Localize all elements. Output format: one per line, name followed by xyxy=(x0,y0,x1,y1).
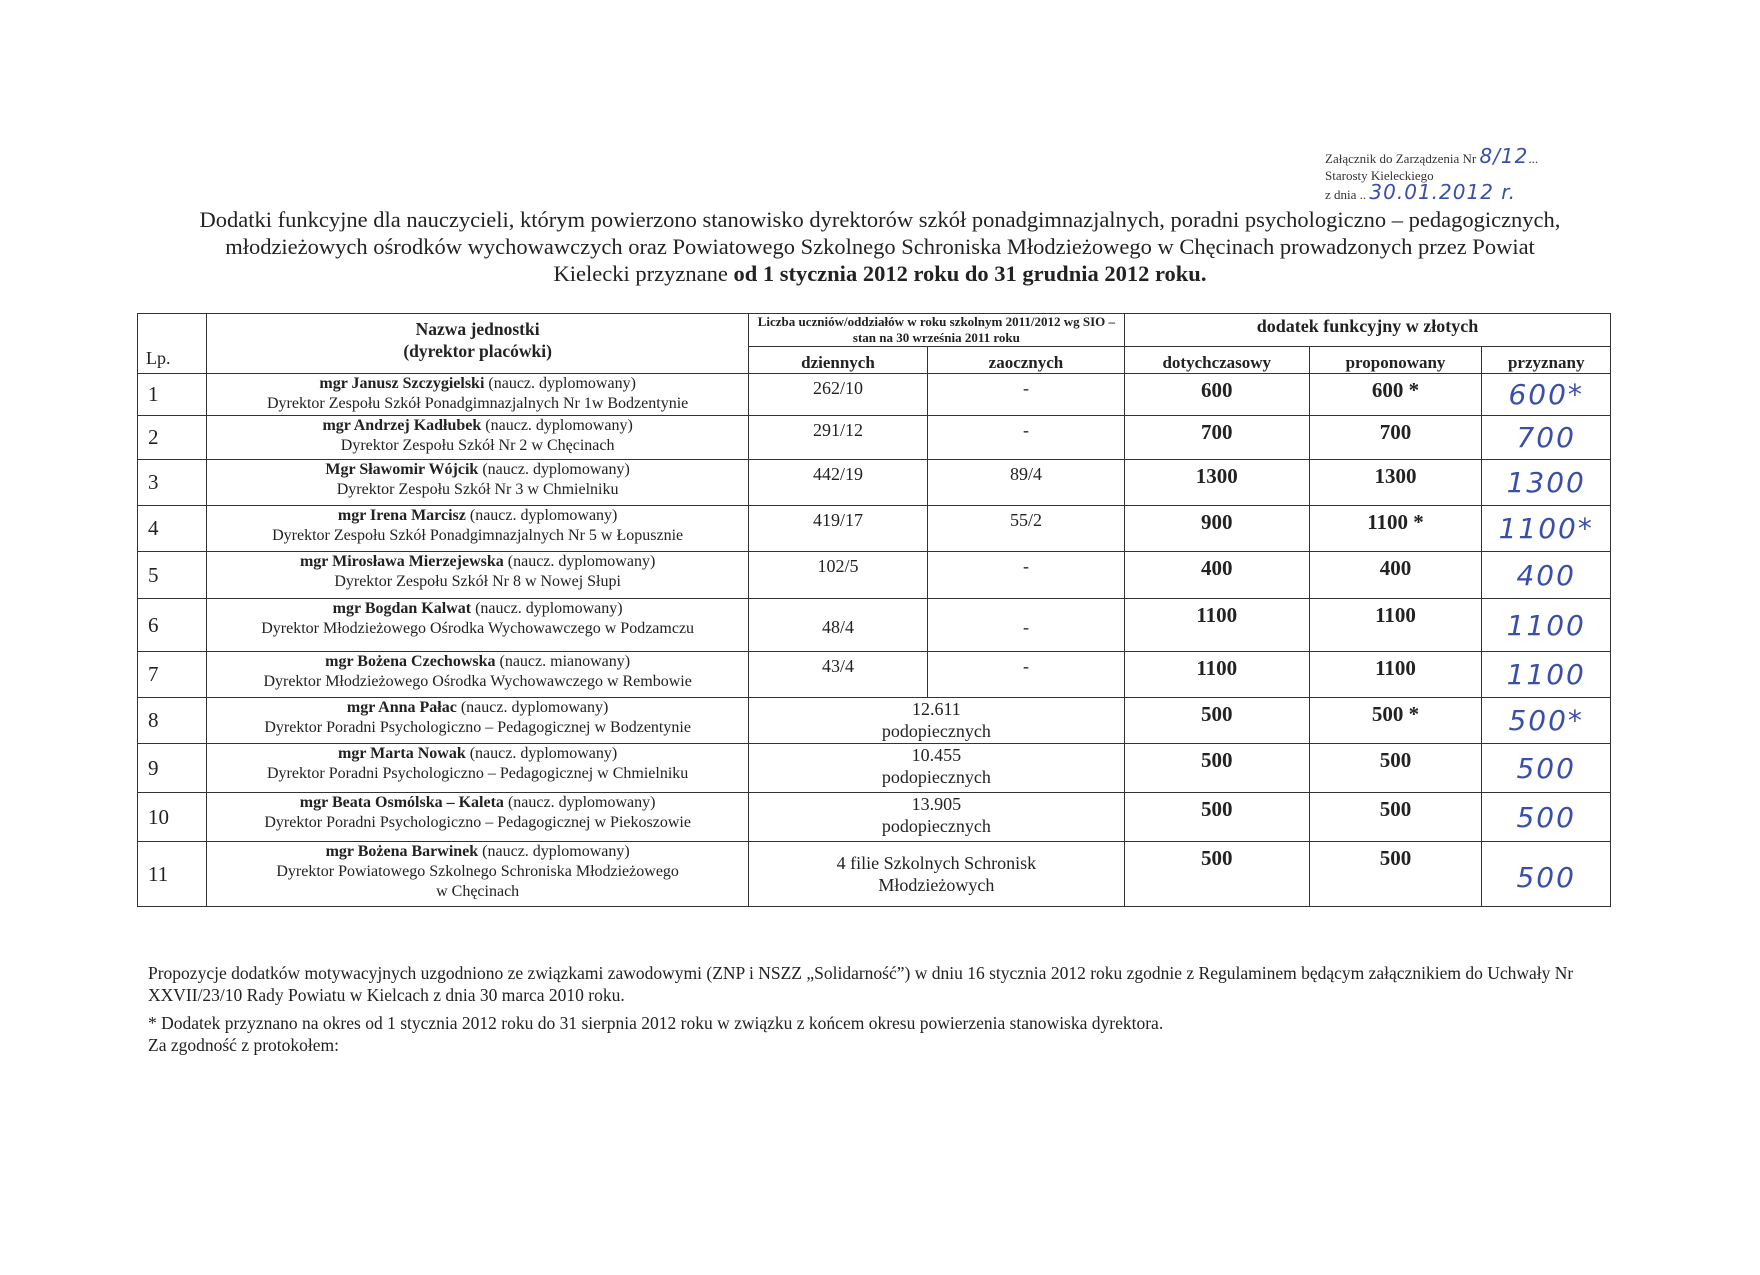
row-lp: 5 xyxy=(138,552,207,599)
row-proposed: 1300 xyxy=(1309,460,1482,506)
table-row xyxy=(138,460,1611,506)
order-number-handwritten: 8/12 xyxy=(1479,144,1529,168)
row-granted-handwritten: 1100 xyxy=(1482,652,1611,698)
row-person: mgr Marta Nowak xyxy=(338,745,466,762)
row-granted-handwritten: 700 xyxy=(1482,416,1611,460)
row-merged-line2: podopiecznych xyxy=(881,767,991,787)
row-merged-count xyxy=(748,793,1124,842)
row-previous: 1300 xyxy=(1124,460,1309,506)
table-row xyxy=(138,599,1611,652)
row-person: mgr Beata Osmólska – Kaleta xyxy=(299,794,504,811)
row-extramural: - xyxy=(928,599,1125,652)
row-daily: 419/17 xyxy=(748,506,927,552)
row-status: (naucz. dyplomowany) xyxy=(507,794,656,811)
row-unit: Dyrektor Poradni Psychologiczno – Pedagogicznej w Chmielniku xyxy=(267,765,689,782)
row-granted-handwritten: 1100* xyxy=(1482,506,1611,552)
row-daily: 48/4 xyxy=(748,599,927,652)
row-unit: Dyrektor Zespołu Szkół Ponadgimnazjalnych Nr 5 w Łopusznie xyxy=(272,527,684,544)
row-lp: 10 xyxy=(138,793,207,842)
row-person: mgr Bogdan Kalwat xyxy=(332,600,472,617)
row-daily: 262/10 xyxy=(748,374,927,416)
header-allowance: dodatek funkcyjny w złotych xyxy=(1124,314,1610,347)
notes xyxy=(148,962,1598,1056)
row-merged-count xyxy=(748,842,1124,907)
row-name xyxy=(207,744,748,793)
row-granted-handwritten: 500 xyxy=(1482,793,1611,842)
note-asterisk: * Dodatek przyznano na okres od 1 stycznia 2012 roku do 31 sierpnia 2012 roku w związku z końcem okresu powierzenia stanowiska dyrektora. xyxy=(148,1013,1164,1033)
document-title xyxy=(190,206,1570,287)
note-agreement: Propozycje dodatków motywacyjnych uzgodniono ze związkami zawodowymi (ZNP i NSZZ „Solidarność”) w dniu 16 stycznia 2012 roku zgodnie z Regulaminem będącym załącznikiem do Uchwały Nr XXVII/23/10 Rady Powiatu w Kielcach z dnia 30 marca 2010 roku. xyxy=(148,963,1574,1005)
row-granted-handwritten: 600* xyxy=(1482,374,1611,416)
row-daily: 291/12 xyxy=(748,416,927,460)
header-name-line2: (dyrektor placówki) xyxy=(403,341,552,361)
row-person: mgr Anna Pałac xyxy=(346,699,457,716)
row-unit: Dyrektor Poradni Psychologiczno – Pedagogicznej w Bodzentynie xyxy=(264,719,691,736)
row-lp: 7 xyxy=(138,652,207,698)
header-count: Liczba uczniów/oddziałów w roku szkolnym 2011/2012 wg SIO – stan na 30 września 2011 roku xyxy=(748,314,1124,347)
row-person: mgr Irena Marcisz xyxy=(337,507,466,524)
row-status: (naucz. dyplomowany) xyxy=(469,507,618,524)
row-previous: 900 xyxy=(1124,506,1309,552)
row-extramural: 89/4 xyxy=(928,460,1125,506)
row-daily: 43/4 xyxy=(748,652,927,698)
row-merged-line1: 10.455 xyxy=(911,745,962,765)
row-unit: Dyrektor Poradni Psychologiczno – Pedagogicznej w Piekoszowie xyxy=(264,814,691,831)
row-previous: 500 xyxy=(1124,842,1309,907)
row-proposed: 1100 xyxy=(1309,652,1482,698)
row-person: mgr Mirosława Mierzejewska xyxy=(299,553,504,570)
row-extramural: - xyxy=(928,652,1125,698)
row-proposed: 500 xyxy=(1309,793,1482,842)
row-extramural: - xyxy=(928,374,1125,416)
table-row xyxy=(138,698,1611,744)
table-row xyxy=(138,552,1611,599)
row-previous: 500 xyxy=(1124,698,1309,744)
row-status: (naucz. dyplomowany) xyxy=(488,375,636,392)
table-row xyxy=(138,652,1611,698)
row-person: mgr Andrzej Kadłubek xyxy=(322,417,482,434)
row-granted-handwritten: 1300 xyxy=(1482,460,1611,506)
row-previous: 500 xyxy=(1124,744,1309,793)
row-merged-line1: 12.611 xyxy=(911,699,961,719)
row-name xyxy=(207,374,748,416)
row-extramural: - xyxy=(928,416,1125,460)
row-granted-handwritten: 1100 xyxy=(1482,599,1611,652)
table-row xyxy=(138,744,1611,793)
table-row xyxy=(138,374,1611,416)
attachment-note: Załącznik do Zarządzenia Nr 8/12... Starosty Kieleckiego z dnia .. 30.01.2012 r. xyxy=(1325,144,1539,204)
attachment-line3: z dnia xyxy=(1325,187,1357,202)
row-merged-count xyxy=(748,744,1124,793)
table-row xyxy=(138,506,1611,552)
note-conformity: Za zgodność z protokołem: xyxy=(148,1035,339,1055)
row-granted-handwritten: 500 xyxy=(1482,842,1611,907)
header-row-1 xyxy=(138,314,1611,347)
row-daily: 102/5 xyxy=(748,552,927,599)
row-previous: 700 xyxy=(1124,416,1309,460)
header-daily: dziennych xyxy=(748,347,927,374)
row-granted-handwritten: 400 xyxy=(1482,552,1611,599)
row-extramural: - xyxy=(928,552,1125,599)
row-merged-line1: 4 filie Szkolnych Schronisk xyxy=(836,853,1037,873)
row-previous: 400 xyxy=(1124,552,1309,599)
header-lp: Lp. xyxy=(138,314,207,374)
row-merged-line2: podopiecznych xyxy=(881,721,991,741)
row-status: (naucz. dyplomowany) xyxy=(460,699,609,716)
row-proposed: 1100 xyxy=(1309,599,1482,652)
row-name xyxy=(207,698,748,744)
row-status: (naucz. dyplomowany) xyxy=(475,600,623,617)
row-name xyxy=(207,652,748,698)
row-merged-line2: podopiecznych xyxy=(881,816,991,836)
row-lp: 11 xyxy=(138,842,207,907)
row-proposed: 500 xyxy=(1309,744,1482,793)
header-proposed: proponowany xyxy=(1309,347,1482,374)
row-previous: 600 xyxy=(1124,374,1309,416)
table-row xyxy=(138,416,1611,460)
row-lp: 1 xyxy=(138,374,207,416)
row-name xyxy=(207,793,748,842)
row-status: (naucz. dyplomowany) xyxy=(482,461,630,478)
row-person: mgr Bożena Barwinek xyxy=(325,843,479,860)
attachment-line1: Załącznik do Zarządzenia Nr xyxy=(1325,151,1477,166)
row-name xyxy=(207,460,748,506)
row-lp: 3 xyxy=(138,460,207,506)
row-unit: Dyrektor Powiatowego Szkolnego Schroniska Młodzieżowego xyxy=(276,863,679,880)
row-lp: 9 xyxy=(138,744,207,793)
row-unit: Dyrektor Zespołu Szkół Nr 8 w Nowej Słupi xyxy=(334,573,621,590)
row-granted-handwritten: 500* xyxy=(1482,698,1611,744)
row-lp: 8 xyxy=(138,698,207,744)
row-status: (naucz. dyplomowany) xyxy=(482,843,630,860)
row-name xyxy=(207,416,748,460)
date-handwritten: 30.01.2012 r. xyxy=(1369,180,1517,204)
title-period: od 1 stycznia 2012 roku do 31 grudnia 2012 roku. xyxy=(733,261,1207,286)
row-unit: Dyrektor Zespołu Szkół Nr 3 w Chmielniku xyxy=(336,481,619,498)
row-unit: Dyrektor Zespołu Szkół Ponadgimnazjalnych Nr 1w Bodzentynie xyxy=(267,395,689,412)
row-merged-line1: 13.905 xyxy=(911,794,962,814)
allowance-table xyxy=(137,313,1611,907)
row-status: (naucz. dyplomowany) xyxy=(485,417,633,434)
attachment-line2: Starosty Kieleckiego xyxy=(1325,168,1434,183)
row-granted-handwritten: 500 xyxy=(1482,744,1611,793)
row-status: (naucz. dyplomowany) xyxy=(469,745,618,762)
row-daily: 442/19 xyxy=(748,460,927,506)
table-row xyxy=(138,842,1611,907)
title-text: Dodatki funkcyjne dla nauczycieli, którym powierzono stanowisko dyrektorów szkół ponadgimnazjalnych, poradni psychologiczno – pedagogicznych, młodzieżowych ośrodków wychowawczych oraz Powiatowego Szkolnego Schroniska Młodzieżowego w Chęcinach prowadzonych przez Powiat Kielecki przyznane xyxy=(199,207,1561,286)
row-lp: 4 xyxy=(138,506,207,552)
row-merged-line2: Młodzieżowych xyxy=(878,875,995,895)
row-previous: 500 xyxy=(1124,793,1309,842)
row-name xyxy=(207,599,748,652)
row-lp: 6 xyxy=(138,599,207,652)
row-unit: Dyrektor Młodzieżowego Ośrodka Wychowawczego w Rembowie xyxy=(263,673,692,690)
row-proposed: 700 xyxy=(1309,416,1482,460)
row-proposed: 1100 * xyxy=(1309,506,1482,552)
row-name xyxy=(207,552,748,599)
header-name-line1: Nazwa jednostki xyxy=(415,319,540,339)
row-proposed: 500 * xyxy=(1309,698,1482,744)
row-proposed: 500 xyxy=(1309,842,1482,907)
row-proposed: 600 * xyxy=(1309,374,1482,416)
row-name xyxy=(207,842,748,907)
row-unit: Dyrektor Młodzieżowego Ośrodka Wychowawczego w Podzamczu xyxy=(261,620,695,637)
row-unit-line2: w Chęcinach xyxy=(436,883,520,900)
header-granted: przyznany xyxy=(1482,347,1611,374)
header-extramural: zaocznych xyxy=(928,347,1125,374)
header-previous: dotychczasowy xyxy=(1124,347,1309,374)
row-person: mgr Janusz Szczygielski xyxy=(319,375,485,392)
header-name xyxy=(207,314,748,374)
row-name xyxy=(207,506,748,552)
row-previous: 1100 xyxy=(1124,599,1309,652)
row-unit: Dyrektor Zespołu Szkół Nr 2 w Chęcinach xyxy=(340,437,615,454)
row-extramural: 55/2 xyxy=(928,506,1125,552)
row-status: (naucz. dyplomowany) xyxy=(507,553,656,570)
row-proposed: 400 xyxy=(1309,552,1482,599)
row-person: Mgr Sławomir Wójcik xyxy=(325,461,479,478)
row-person: mgr Bożena Czechowska xyxy=(325,653,496,670)
row-status: (naucz. mianowany) xyxy=(499,653,631,670)
row-merged-count xyxy=(748,698,1124,744)
row-lp: 2 xyxy=(138,416,207,460)
table-row xyxy=(138,793,1611,842)
row-previous: 1100 xyxy=(1124,652,1309,698)
